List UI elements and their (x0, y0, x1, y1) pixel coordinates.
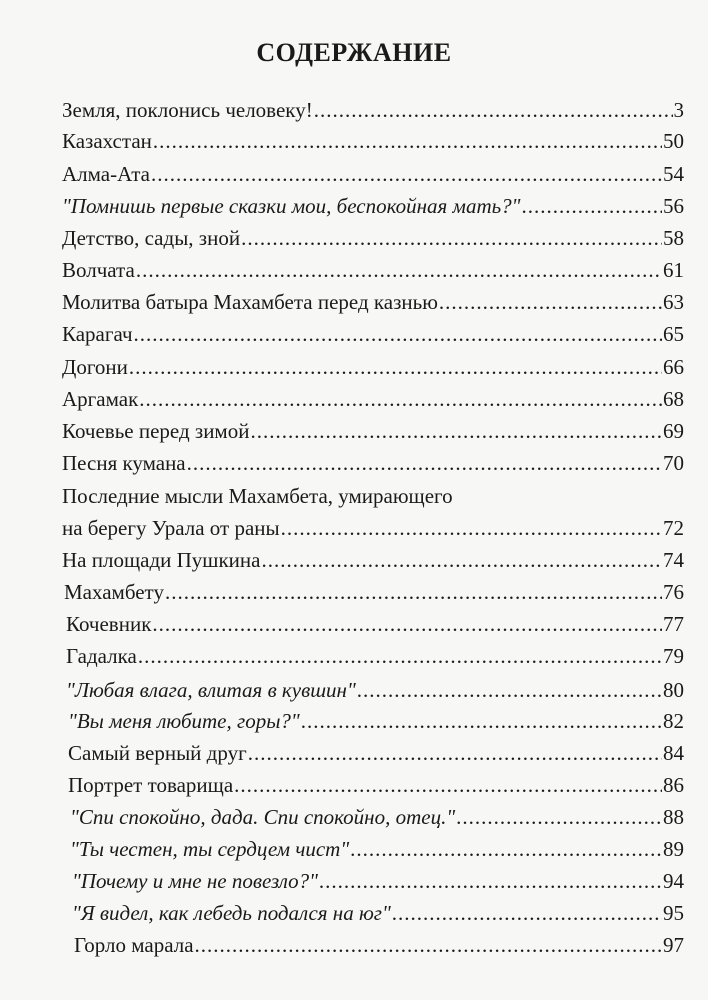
dot-leader (234, 771, 662, 799)
toc-entry-page-number: 65 (663, 322, 684, 346)
toc-entry-page-number: 58 (663, 226, 684, 250)
toc-entry-title: "Вы меня любите, горы?" (68, 709, 300, 733)
toc-entry-page-number: 95 (663, 901, 684, 925)
toc-entry-title: "Любая влага, влитая в кувшин" (66, 678, 356, 702)
toc-entry-page-number: 50 (663, 129, 684, 153)
toc-entry-page-number: 77 (663, 612, 684, 636)
dot-leader (165, 578, 662, 606)
toc-entry-page-number: 61 (663, 258, 684, 282)
toc-entry (68, 707, 684, 735)
toc-entry (62, 385, 684, 413)
dot-leader (261, 546, 662, 574)
toc-entry (62, 256, 684, 284)
dot-leader (319, 867, 662, 895)
toc-entry (70, 835, 684, 863)
toc-entry-title: Детство, сады, зной (62, 226, 241, 250)
toc-entry-page-number: 80 (663, 678, 684, 702)
toc-entry-title: Земля, поклонись человеку! (62, 98, 313, 122)
toc-entry-title: Карагач (62, 322, 133, 346)
toc-entry (62, 96, 684, 124)
toc-entry-page-number: 69 (663, 419, 684, 443)
toc-entry (62, 160, 684, 188)
toc-entry (62, 417, 684, 445)
toc-entry-title: Последние мысли Махамбета, умирающего (62, 484, 453, 508)
toc-entry-title: "Почему и мне не повезло?" (72, 869, 318, 893)
dot-leader (138, 642, 662, 670)
toc-entry-title: Горло марала (74, 933, 194, 957)
toc-entry (62, 320, 684, 348)
toc-entry-title: Портрет товарища (68, 773, 234, 797)
dot-leader (241, 224, 662, 252)
dot-leader (134, 320, 662, 348)
toc-entry (62, 288, 684, 316)
dot-leader (301, 707, 662, 735)
toc-entry-page-number: 68 (663, 387, 684, 411)
toc-entry-title: на берегу Урала от раны (62, 516, 280, 540)
toc-entry-title: Казахстан (62, 129, 152, 153)
dot-leader (187, 449, 662, 477)
toc-entry (62, 482, 684, 510)
toc-entry-title: Кочевник (66, 612, 152, 636)
toc-entry-page-number: 72 (663, 516, 684, 540)
dot-leader (195, 931, 662, 959)
toc-entry-page-number: 74 (663, 548, 684, 572)
toc-entry (66, 676, 684, 704)
toc-entry-page-number: 86 (663, 773, 684, 797)
toc-entry-page-number: 70 (663, 451, 684, 475)
toc-entry (72, 899, 684, 927)
toc-entry (64, 578, 684, 606)
toc-entry (62, 127, 684, 155)
dot-leader (151, 160, 662, 188)
toc-entry (68, 771, 684, 799)
dot-leader (522, 192, 662, 220)
toc-entry (62, 546, 684, 574)
dot-leader (350, 835, 662, 863)
toc-entry-title: Махамбету (64, 580, 164, 604)
dot-leader (129, 353, 662, 381)
dot-leader (136, 256, 662, 284)
dot-leader (248, 739, 662, 767)
dot-leader (456, 803, 662, 831)
toc-entry (66, 642, 684, 670)
dot-leader (392, 899, 662, 927)
toc-entry-title: Молитва батыра Махамбета перед казнью (62, 290, 438, 314)
toc-entry-title: "Спи спокойно, дада. Спи спокойно, отец." (70, 805, 456, 829)
toc-entry-page-number: 97 (663, 933, 684, 957)
toc-entry (62, 224, 684, 252)
dot-leader (152, 610, 662, 638)
dot-leader (439, 288, 662, 316)
toc-entry-title: Волчата (62, 258, 135, 282)
toc-entry-page-number: 66 (663, 355, 684, 379)
toc-entry (68, 739, 684, 767)
dot-leader (314, 96, 673, 124)
toc-entry-title: Самый верный друг (68, 741, 247, 765)
dot-leader (357, 676, 662, 704)
toc-entry-page-number: 84 (663, 741, 684, 765)
toc-entry-title: Песня кумана (62, 451, 186, 475)
toc-entry (70, 803, 684, 831)
toc-entry-page-number: 82 (663, 709, 684, 733)
toc-entry-page-number: 79 (663, 644, 684, 668)
toc-entry-title: Гадалка (66, 644, 137, 668)
toc-entry-page-number: 94 (663, 869, 684, 893)
dot-leader (281, 514, 662, 542)
toc-entry-title: Алма-Ата (62, 162, 150, 186)
toc-entry-page-number: 88 (663, 805, 684, 829)
dot-leader (139, 385, 662, 413)
toc-entry-title: "Помнишь первые сказки мои, беспокойная мать?" (62, 194, 521, 218)
toc-entry-page-number: 76 (663, 580, 684, 604)
toc-entry (72, 867, 684, 895)
toc-entry (62, 192, 684, 220)
toc-entry-title: Догони (62, 355, 128, 379)
dot-leader (153, 127, 662, 155)
toc-entry-page-number: 54 (663, 162, 684, 186)
toc-entry (74, 931, 684, 959)
toc-entry-page-number: 56 (663, 194, 684, 218)
dot-leader (250, 417, 662, 445)
toc-entry-page-number: 3 (673, 98, 684, 122)
page-title: СОДЕРЖАНИЕ (256, 38, 452, 67)
toc-entry-title: Кочевье перед зимой (62, 419, 250, 443)
toc-entry-title: Аргамак (62, 387, 139, 411)
toc-entry-title: "Ты честен, ты сердцем чист" (70, 837, 350, 861)
toc-entry-page-number: 89 (663, 837, 684, 861)
toc-entry-page-number: 63 (663, 290, 684, 314)
toc-entry-title: На площади Пушкина (62, 548, 261, 572)
toc-entry (62, 353, 684, 381)
toc-entry (62, 514, 684, 542)
toc-entry-title: "Я видел, как лебедь подался на юг" (72, 901, 391, 925)
toc-entry (62, 449, 684, 477)
toc-entry (66, 610, 684, 638)
